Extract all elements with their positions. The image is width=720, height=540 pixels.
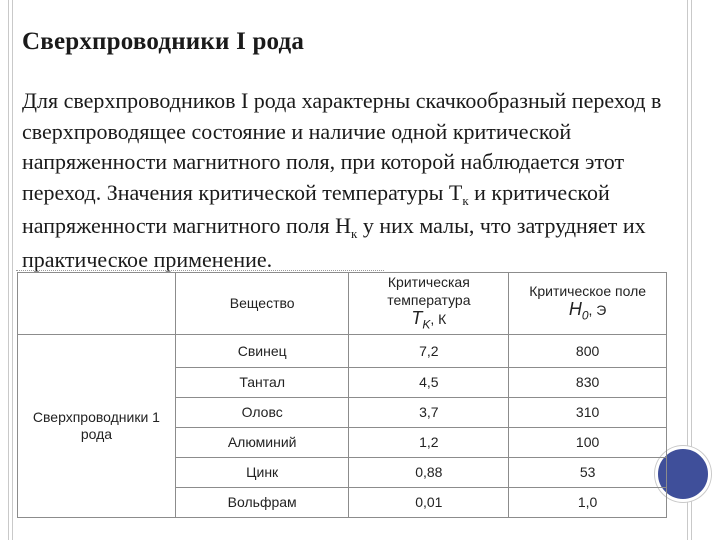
tk-cell: 1,2 — [349, 427, 509, 457]
header-h-symbol: $H_0$ — [568, 299, 589, 323]
hk-subscript: к — [351, 226, 358, 241]
h0-cell: 100 — [509, 427, 667, 457]
h0-cell: 310 — [509, 397, 667, 427]
header-h-label: Критическое поле — [529, 283, 647, 299]
tk-cell: 7,2 — [349, 334, 509, 367]
tk-cell: 0,01 — [349, 487, 509, 517]
table-header-row — [18, 273, 667, 335]
table-cut-edge — [16, 270, 384, 271]
tk-cell: 4,5 — [349, 367, 509, 397]
header-tk-unit: , К — [430, 311, 447, 327]
tk-subscript: к — [462, 192, 469, 208]
category-cell: Сверхпроводники 1 рода — [18, 334, 176, 517]
substance-cell: Алюминий — [175, 427, 349, 457]
h0-cell: 1,0 — [509, 487, 667, 517]
slide-title: Сверхпроводники I рода — [22, 28, 305, 55]
header-critical-field — [509, 273, 667, 335]
paragraph-part-3: у них малы, что затрудняет их практическое применение. — [22, 213, 646, 272]
header-h-unit: , Э — [588, 302, 607, 318]
substance-cell: Оловс — [175, 397, 349, 427]
tk-cell: 0,88 — [349, 457, 509, 487]
slide-frame-left — [8, 0, 13, 540]
superconductor-table — [17, 272, 667, 518]
table-row — [18, 334, 667, 367]
header-tk-label: Критическая температура — [387, 274, 471, 308]
body-paragraph — [22, 86, 692, 275]
substance-cell: Свинец — [175, 334, 349, 367]
substance-cell: Цинк — [175, 457, 349, 487]
substance-cell: Вольфрам — [175, 487, 349, 517]
paragraph-part-1: Для сверхпроводников I рода характерны скачкообразный переход в сверхпроводящее состояние и наличие одной критической напряженности магнитного поля, при которой наблюдается этот переход. Значения критической температуры Т — [22, 88, 662, 205]
substance-cell: Тантал — [175, 367, 349, 397]
h0-cell: 53 — [509, 457, 667, 487]
h0-cell: 800 — [509, 334, 667, 367]
tk-cell: 3,7 — [349, 397, 509, 427]
paragraph-part-2: и критической напряженности магнитного поля Н — [22, 179, 610, 238]
header-tk-symbol: $T_K$ — [411, 308, 431, 332]
header-critical-temperature — [349, 273, 509, 335]
header-empty-cell — [18, 273, 176, 335]
h0-cell: 830 — [509, 367, 667, 397]
header-substance: Вещество — [175, 273, 349, 335]
